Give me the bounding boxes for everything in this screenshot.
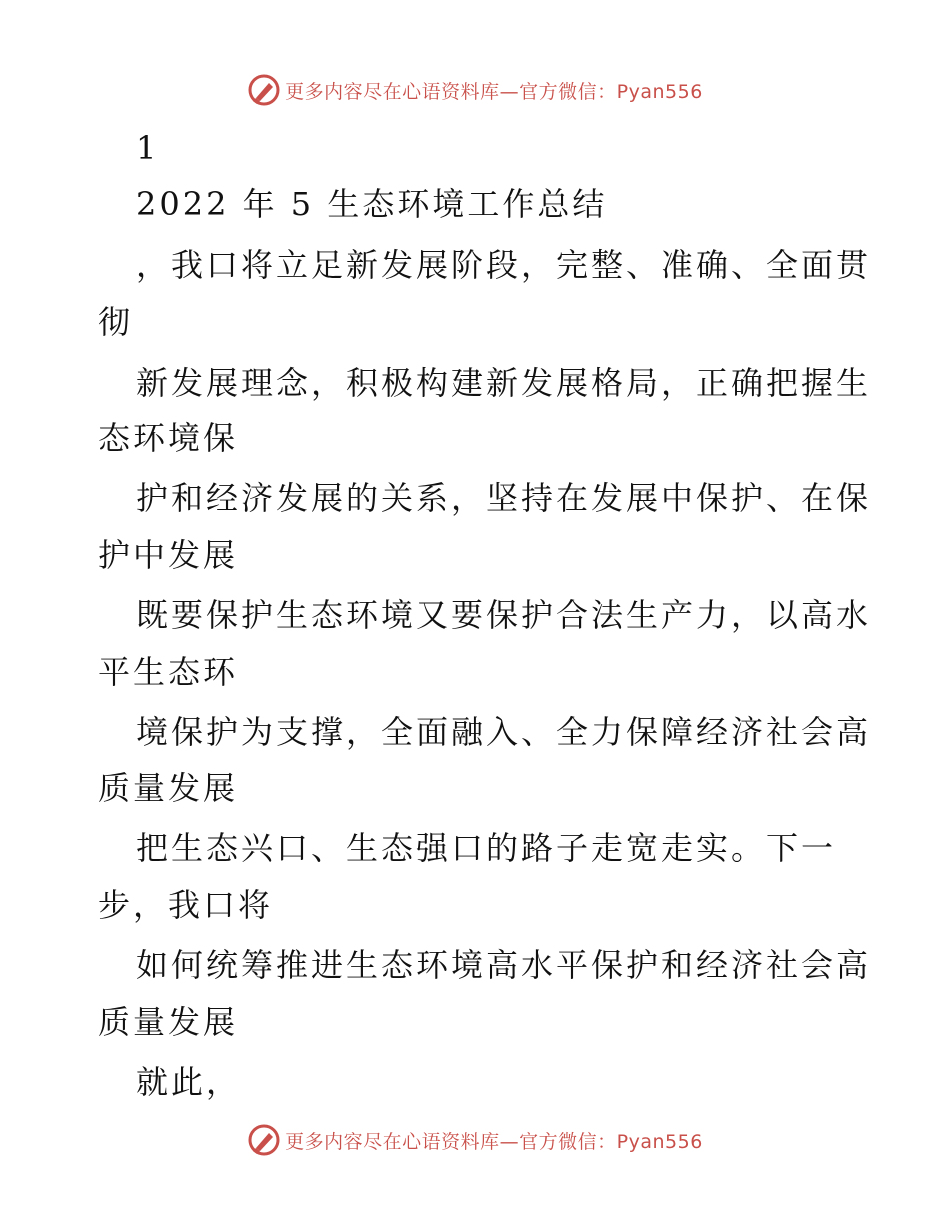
text-line: 护和经济发展的关系，坚持在发展中保护、在保 [136,479,872,517]
text-line: 新发展理念，积极构建新发展格局，正确把握生 [136,364,872,402]
footer-watermark [0,1120,950,1160]
text-line: 态环境保 [98,419,239,457]
pen-logo-icon [247,73,281,107]
watermark-text: 更多内容尽在心语资料库—官方微信：Pyan556 [285,1130,703,1153]
text-line: 平生态环 [98,653,239,691]
text-line: 就此， [136,1063,242,1101]
text-line: 步，我口将 [98,886,274,924]
text-line: 2022 年 5 生态环境工作总结 [136,185,608,223]
text-line: 护中发展 [98,536,239,574]
pen-logo-icon [247,1123,281,1157]
text-line: 质量发展 [98,769,239,807]
text-line: 境保护为支撑，全面融入、全力保障经济社会高 [136,713,872,751]
text-line: 把生态兴口、生态强口的路子走宽走实。下一 [136,829,837,867]
watermark-text: 更多内容尽在心语资料库—官方微信：Pyan556 [285,80,703,103]
text-line: 如何统筹推进生态环境高水平保护和经济社会高 [136,946,872,984]
header-watermark [0,70,950,110]
text-line: 既要保护生态环境又要保护合法生产力，以高水 [136,596,872,634]
text-line: ，我口将立足新发展阶段，完整、准确、全面贯 [136,246,872,284]
text-line: 彻 [98,303,134,341]
text-line: 1 [136,129,160,167]
text-line: 质量发展 [98,1003,239,1041]
